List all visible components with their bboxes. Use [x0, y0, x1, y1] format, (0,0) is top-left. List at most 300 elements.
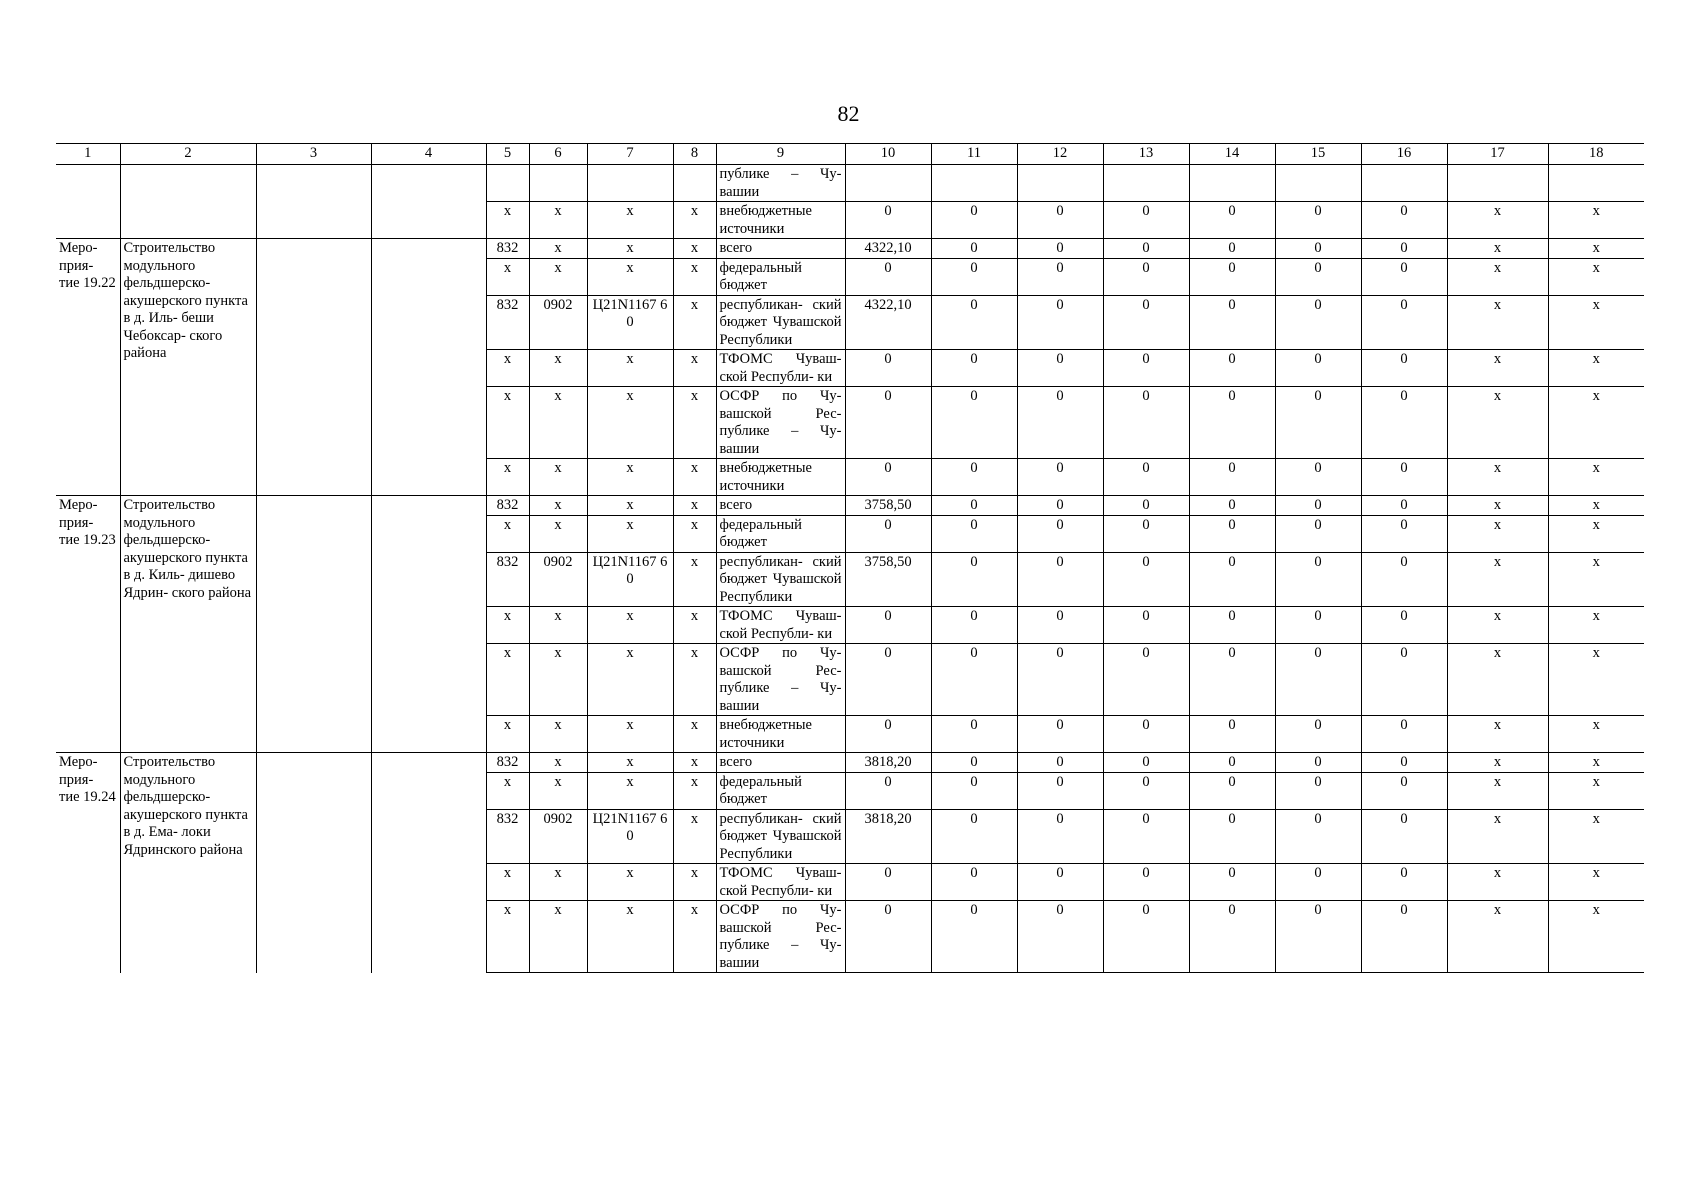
value-cell: 0: [1103, 202, 1189, 239]
expense-type-cell: х: [673, 607, 716, 644]
section-code-cell: х: [529, 753, 587, 773]
value-cell: 0: [845, 716, 931, 753]
value-cell: 0: [845, 607, 931, 644]
funding-source-cell: публике – Чу- вашии: [716, 165, 845, 202]
value-cell: 0: [1103, 716, 1189, 753]
value-cell: 0: [1103, 258, 1189, 295]
value-cell: х: [1548, 552, 1644, 607]
value-cell: 0: [1103, 901, 1189, 973]
label-cell: [56, 165, 120, 239]
ministry-code-cell: 832: [486, 552, 529, 607]
value-cell: 0: [1361, 901, 1447, 973]
target-code-cell: х: [587, 350, 673, 387]
ministry-code-cell: х: [486, 258, 529, 295]
value-cell: х: [1447, 350, 1548, 387]
value-cell: х: [1447, 239, 1548, 259]
funding-source-cell: ТФОМС Чуваш- ской Республи- ки: [716, 350, 845, 387]
value-cell: 0: [931, 716, 1017, 753]
funding-source-cell: ОСФР по Чу- вашской Рес- публике – Чу- вашии: [716, 644, 845, 716]
value-cell: 0: [931, 607, 1017, 644]
value-cell: 0: [845, 864, 931, 901]
value-cell: 3758,50: [845, 552, 931, 607]
value-cell: [1548, 165, 1644, 202]
value-cell: 0: [1189, 387, 1275, 459]
value-cell: [1189, 165, 1275, 202]
value-cell: 0: [1103, 295, 1189, 350]
value-cell: 0: [931, 239, 1017, 259]
ministry-code-cell: [486, 165, 529, 202]
value-cell: 0: [845, 459, 931, 496]
section-code-cell: 0902: [529, 552, 587, 607]
value-cell: 0: [1017, 239, 1103, 259]
value-cell: 0: [1103, 552, 1189, 607]
expense-type-cell: х: [673, 515, 716, 552]
value-cell: 0: [1275, 716, 1361, 753]
column-number-cell: 16: [1361, 144, 1447, 165]
value-cell: 0: [1017, 607, 1103, 644]
value-cell: 0: [1103, 864, 1189, 901]
value-cell: 0: [1275, 864, 1361, 901]
ministry-code-cell: х: [486, 864, 529, 901]
value-cell: 0: [1275, 607, 1361, 644]
value-cell: 0: [1361, 258, 1447, 295]
expense-type-cell: [673, 165, 716, 202]
section-code-cell: х: [529, 864, 587, 901]
value-cell: х: [1447, 716, 1548, 753]
value-cell: 0: [1275, 552, 1361, 607]
budget-table: [56, 143, 1644, 973]
value-cell: 0: [1275, 202, 1361, 239]
expense-type-cell: х: [673, 552, 716, 607]
value-cell: 0: [1103, 772, 1189, 809]
column-number-cell: 9: [716, 144, 845, 165]
target-code-cell: х: [587, 644, 673, 716]
column-number-cell: 17: [1447, 144, 1548, 165]
ministry-code-cell: 832: [486, 753, 529, 773]
section-code-cell: х: [529, 202, 587, 239]
ministry-code-cell: х: [486, 772, 529, 809]
target-code-cell: х: [587, 387, 673, 459]
expense-type-cell: х: [673, 387, 716, 459]
expense-type-cell: х: [673, 496, 716, 516]
value-cell: х: [1447, 202, 1548, 239]
value-cell: 0: [1017, 258, 1103, 295]
column-number-cell: 12: [1017, 144, 1103, 165]
value-cell: х: [1548, 753, 1644, 773]
value-cell: 0: [1361, 496, 1447, 516]
value-cell: 0: [1103, 607, 1189, 644]
ministry-code-cell: х: [486, 387, 529, 459]
value-cell: 0: [845, 350, 931, 387]
value-cell: 0: [1275, 901, 1361, 973]
value-cell: [931, 165, 1017, 202]
section-code-cell: х: [529, 387, 587, 459]
value-cell: х: [1548, 258, 1644, 295]
funding-source-cell: федеральный бюджет: [716, 258, 845, 295]
value-cell: 0: [1017, 716, 1103, 753]
value-cell: х: [1548, 809, 1644, 864]
value-cell: х: [1447, 753, 1548, 773]
value-cell: х: [1548, 864, 1644, 901]
value-cell: 0: [931, 753, 1017, 773]
value-cell: 4322,10: [845, 295, 931, 350]
section-code-cell: х: [529, 607, 587, 644]
value-cell: 0: [1275, 459, 1361, 496]
target-code-cell: Ц21N1167 60: [587, 295, 673, 350]
value-cell: 3758,50: [845, 496, 931, 516]
value-cell: х: [1548, 901, 1644, 973]
table-body: [56, 165, 1644, 973]
target-code-cell: х: [587, 239, 673, 259]
value-cell: 0: [1103, 350, 1189, 387]
value-cell: 0: [1017, 644, 1103, 716]
value-cell: 0: [1275, 772, 1361, 809]
value-cell: 0: [1275, 496, 1361, 516]
executor-cell: [256, 753, 371, 973]
value-cell: 0: [845, 387, 931, 459]
target-code-cell: х: [587, 753, 673, 773]
column-number-cell: 6: [529, 144, 587, 165]
funding-source-cell: ОСФР по Чу- вашской Рес- публике – Чу- вашии: [716, 901, 845, 973]
column-number-row: [56, 144, 1644, 165]
column-number-cell: 18: [1548, 144, 1644, 165]
value-cell: 0: [931, 350, 1017, 387]
value-cell: 0: [845, 258, 931, 295]
value-cell: 0: [845, 901, 931, 973]
value-cell: 0: [1275, 387, 1361, 459]
section-code-cell: х: [529, 901, 587, 973]
ministry-code-cell: 832: [486, 295, 529, 350]
value-cell: 0: [1361, 239, 1447, 259]
target-code-cell: х: [587, 772, 673, 809]
value-cell: 0: [1275, 258, 1361, 295]
value-cell: 0: [1017, 515, 1103, 552]
expense-type-cell: х: [673, 809, 716, 864]
column-number-cell: 10: [845, 144, 931, 165]
section-code-cell: х: [529, 716, 587, 753]
value-cell: 0: [1275, 295, 1361, 350]
value-cell: 0: [1103, 753, 1189, 773]
value-cell: 0: [845, 772, 931, 809]
target-code-cell: х: [587, 864, 673, 901]
value-cell: х: [1447, 772, 1548, 809]
expense-type-cell: х: [673, 644, 716, 716]
column-number-cell: 11: [931, 144, 1017, 165]
table-row: [56, 753, 1644, 773]
expense-type-cell: х: [673, 901, 716, 973]
ministry-code-cell: 832: [486, 809, 529, 864]
value-cell: 0: [1361, 350, 1447, 387]
value-cell: 0: [1189, 239, 1275, 259]
value-cell: 0: [1017, 496, 1103, 516]
value-cell: х: [1548, 239, 1644, 259]
section-code-cell: х: [529, 239, 587, 259]
value-cell: 0: [931, 515, 1017, 552]
value-cell: 0: [1017, 459, 1103, 496]
column-number-cell: 13: [1103, 144, 1189, 165]
value-cell: 0: [1361, 552, 1447, 607]
target-code-cell: х: [587, 901, 673, 973]
funding-source-cell: республикан- ский бюджет Чувашской Республики: [716, 552, 845, 607]
value-cell: 0: [1189, 753, 1275, 773]
target-code-cell: х: [587, 515, 673, 552]
value-cell: 0: [1189, 901, 1275, 973]
value-cell: х: [1548, 350, 1644, 387]
value-cell: 0: [1361, 202, 1447, 239]
value-cell: х: [1447, 459, 1548, 496]
table-header: [56, 144, 1644, 165]
ministry-code-cell: х: [486, 350, 529, 387]
value-cell: 0: [1103, 496, 1189, 516]
funding-source-cell: всего: [716, 496, 845, 516]
measure-name-cell: Строительство модульного фельдшерско- акушерского пункта в д. Иль- беши Чебоксар- ского района: [120, 239, 256, 496]
value-cell: х: [1447, 552, 1548, 607]
ministry-code-cell: х: [486, 901, 529, 973]
expense-type-cell: х: [673, 772, 716, 809]
value-cell: 0: [931, 901, 1017, 973]
section-code-cell: 0902: [529, 295, 587, 350]
page-number: 82: [837, 101, 860, 126]
target-code-cell: [587, 165, 673, 202]
value-cell: 0: [1361, 644, 1447, 716]
value-cell: 0: [1189, 258, 1275, 295]
value-cell: 3818,20: [845, 809, 931, 864]
target-code-cell: х: [587, 607, 673, 644]
value-cell: 0: [1275, 239, 1361, 259]
value-cell: 0: [931, 387, 1017, 459]
measure-label-cell: Меро- прия- тие 19.23: [56, 496, 120, 753]
value-cell: 0: [1275, 753, 1361, 773]
value-cell: х: [1548, 459, 1644, 496]
value-cell: х: [1447, 607, 1548, 644]
value-cell: 0: [1017, 753, 1103, 773]
value-cell: х: [1447, 515, 1548, 552]
funding-source-cell: внебюджетные источники: [716, 202, 845, 239]
funding-source-cell: внебюджетные источники: [716, 716, 845, 753]
value-cell: 0: [1103, 809, 1189, 864]
measure-name-cell: Строительство модульного фельдшерско- акушерского пункта в д. Ема- локи Ядринского района: [120, 753, 256, 973]
value-cell: 0: [845, 644, 931, 716]
value-cell: [1447, 165, 1548, 202]
value-cell: 0: [1189, 202, 1275, 239]
name-cell: [120, 165, 256, 239]
value-cell: х: [1548, 387, 1644, 459]
funding-source-cell: федеральный бюджет: [716, 515, 845, 552]
value-cell: 0: [1361, 753, 1447, 773]
section-code-cell: х: [529, 258, 587, 295]
value-cell: 0: [931, 864, 1017, 901]
column-number-cell: 3: [256, 144, 371, 165]
value-cell: х: [1447, 258, 1548, 295]
value-cell: 0: [931, 295, 1017, 350]
funding-source-cell: внебюджетные источники: [716, 459, 845, 496]
value-cell: [1017, 165, 1103, 202]
value-cell: 0: [1103, 387, 1189, 459]
value-cell: 0: [931, 459, 1017, 496]
value-cell: 0: [1361, 864, 1447, 901]
value-cell: 0: [1189, 644, 1275, 716]
value-cell: [1275, 165, 1361, 202]
column-number-cell: 8: [673, 144, 716, 165]
value-cell: 0: [1361, 716, 1447, 753]
target-code-cell: х: [587, 496, 673, 516]
expense-type-cell: х: [673, 716, 716, 753]
value-cell: 3818,20: [845, 753, 931, 773]
executor-cell: [256, 165, 371, 239]
funding-source-cell: республикан- ский бюджет Чувашской Республики: [716, 809, 845, 864]
value-cell: х: [1548, 295, 1644, 350]
value-cell: 0: [1361, 295, 1447, 350]
value-cell: 0: [1275, 809, 1361, 864]
participant-cell: [371, 239, 486, 496]
target-code-cell: х: [587, 716, 673, 753]
value-cell: 0: [931, 496, 1017, 516]
value-cell: 0: [1017, 552, 1103, 607]
ministry-code-cell: х: [486, 515, 529, 552]
value-cell: 0: [931, 644, 1017, 716]
participant-cell: [371, 496, 486, 753]
value-cell: 0: [1017, 295, 1103, 350]
participant-cell: [371, 753, 486, 973]
value-cell: х: [1548, 772, 1644, 809]
value-cell: 0: [931, 202, 1017, 239]
expense-type-cell: х: [673, 864, 716, 901]
value-cell: х: [1447, 496, 1548, 516]
value-cell: 0: [1017, 350, 1103, 387]
value-cell: 0: [1189, 459, 1275, 496]
value-cell: 0: [1361, 607, 1447, 644]
ministry-code-cell: х: [486, 607, 529, 644]
value-cell: х: [1447, 644, 1548, 716]
expense-type-cell: х: [673, 295, 716, 350]
table-row: [56, 239, 1644, 259]
section-code-cell: х: [529, 350, 587, 387]
ministry-code-cell: 832: [486, 496, 529, 516]
value-cell: [1361, 165, 1447, 202]
value-cell: 0: [931, 552, 1017, 607]
value-cell: х: [1548, 202, 1644, 239]
ministry-code-cell: 832: [486, 239, 529, 259]
executor-cell: [256, 239, 371, 496]
value-cell: 0: [1189, 496, 1275, 516]
value-cell: [845, 165, 931, 202]
value-cell: х: [1548, 515, 1644, 552]
value-cell: 0: [1189, 350, 1275, 387]
value-cell: [1103, 165, 1189, 202]
table-row: [56, 496, 1644, 516]
value-cell: 0: [1103, 459, 1189, 496]
value-cell: 0: [1189, 716, 1275, 753]
value-cell: 0: [1361, 772, 1447, 809]
column-number-cell: 15: [1275, 144, 1361, 165]
section-code-cell: [529, 165, 587, 202]
target-code-cell: х: [587, 459, 673, 496]
target-code-cell: Ц21N1167 60: [587, 809, 673, 864]
column-number-cell: 7: [587, 144, 673, 165]
value-cell: 0: [1275, 644, 1361, 716]
value-cell: 0: [1275, 350, 1361, 387]
expense-type-cell: х: [673, 350, 716, 387]
funding-source-cell: ТФОМС Чуваш- ской Республи- ки: [716, 864, 845, 901]
value-cell: 0: [1103, 239, 1189, 259]
value-cell: 0: [1017, 772, 1103, 809]
column-number-cell: 4: [371, 144, 486, 165]
funding-source-cell: республикан- ский бюджет Чувашской Республики: [716, 295, 845, 350]
value-cell: 0: [1017, 387, 1103, 459]
value-cell: 0: [1017, 809, 1103, 864]
ministry-code-cell: х: [486, 459, 529, 496]
value-cell: 0: [1103, 515, 1189, 552]
funding-source-cell: федеральный бюджет: [716, 772, 845, 809]
value-cell: 0: [845, 202, 931, 239]
value-cell: х: [1447, 295, 1548, 350]
measure-label-cell: Меро- прия- тие 19.24: [56, 753, 120, 973]
section-code-cell: х: [529, 496, 587, 516]
section-code-cell: х: [529, 644, 587, 716]
target-code-cell: Ц21N1167 60: [587, 552, 673, 607]
column-number-cell: 14: [1189, 144, 1275, 165]
ministry-code-cell: х: [486, 716, 529, 753]
measure-label-cell: Меро- прия- тие 19.22: [56, 239, 120, 496]
value-cell: 0: [1189, 515, 1275, 552]
value-cell: 0: [931, 809, 1017, 864]
value-cell: 0: [1189, 809, 1275, 864]
measure-name-cell: Строительство модульного фельдшерско- акушерского пункта в д. Киль- дишево Ядрин- ского района: [120, 496, 256, 753]
target-code-cell: х: [587, 202, 673, 239]
value-cell: 0: [1275, 515, 1361, 552]
value-cell: х: [1447, 809, 1548, 864]
value-cell: 0: [1361, 515, 1447, 552]
table-row: [56, 165, 1644, 202]
value-cell: 0: [1361, 809, 1447, 864]
funding-source-cell: всего: [716, 753, 845, 773]
funding-source-cell: всего: [716, 239, 845, 259]
expense-type-cell: х: [673, 459, 716, 496]
participant-cell: [371, 165, 486, 239]
ministry-code-cell: х: [486, 202, 529, 239]
value-cell: х: [1548, 644, 1644, 716]
value-cell: 0: [1017, 901, 1103, 973]
expense-type-cell: х: [673, 258, 716, 295]
value-cell: 0: [1189, 607, 1275, 644]
value-cell: 0: [1017, 202, 1103, 239]
value-cell: х: [1548, 496, 1644, 516]
section-code-cell: х: [529, 515, 587, 552]
value-cell: 0: [1361, 459, 1447, 496]
column-number-cell: 2: [120, 144, 256, 165]
funding-source-cell: ТФОМС Чуваш- ской Республи- ки: [716, 607, 845, 644]
value-cell: 0: [1361, 387, 1447, 459]
value-cell: 0: [845, 515, 931, 552]
expense-type-cell: х: [673, 202, 716, 239]
value-cell: 0: [1189, 864, 1275, 901]
value-cell: 0: [931, 772, 1017, 809]
value-cell: х: [1548, 716, 1644, 753]
section-code-cell: х: [529, 772, 587, 809]
value-cell: 0: [1017, 864, 1103, 901]
section-code-cell: х: [529, 459, 587, 496]
value-cell: 4322,10: [845, 239, 931, 259]
value-cell: 0: [1189, 552, 1275, 607]
value-cell: 0: [1189, 772, 1275, 809]
value-cell: х: [1447, 901, 1548, 973]
value-cell: 0: [1189, 295, 1275, 350]
target-code-cell: х: [587, 258, 673, 295]
section-code-cell: 0902: [529, 809, 587, 864]
value-cell: 0: [931, 258, 1017, 295]
value-cell: х: [1447, 387, 1548, 459]
funding-source-cell: ОСФР по Чу- вашской Рес- публике – Чу- вашии: [716, 387, 845, 459]
